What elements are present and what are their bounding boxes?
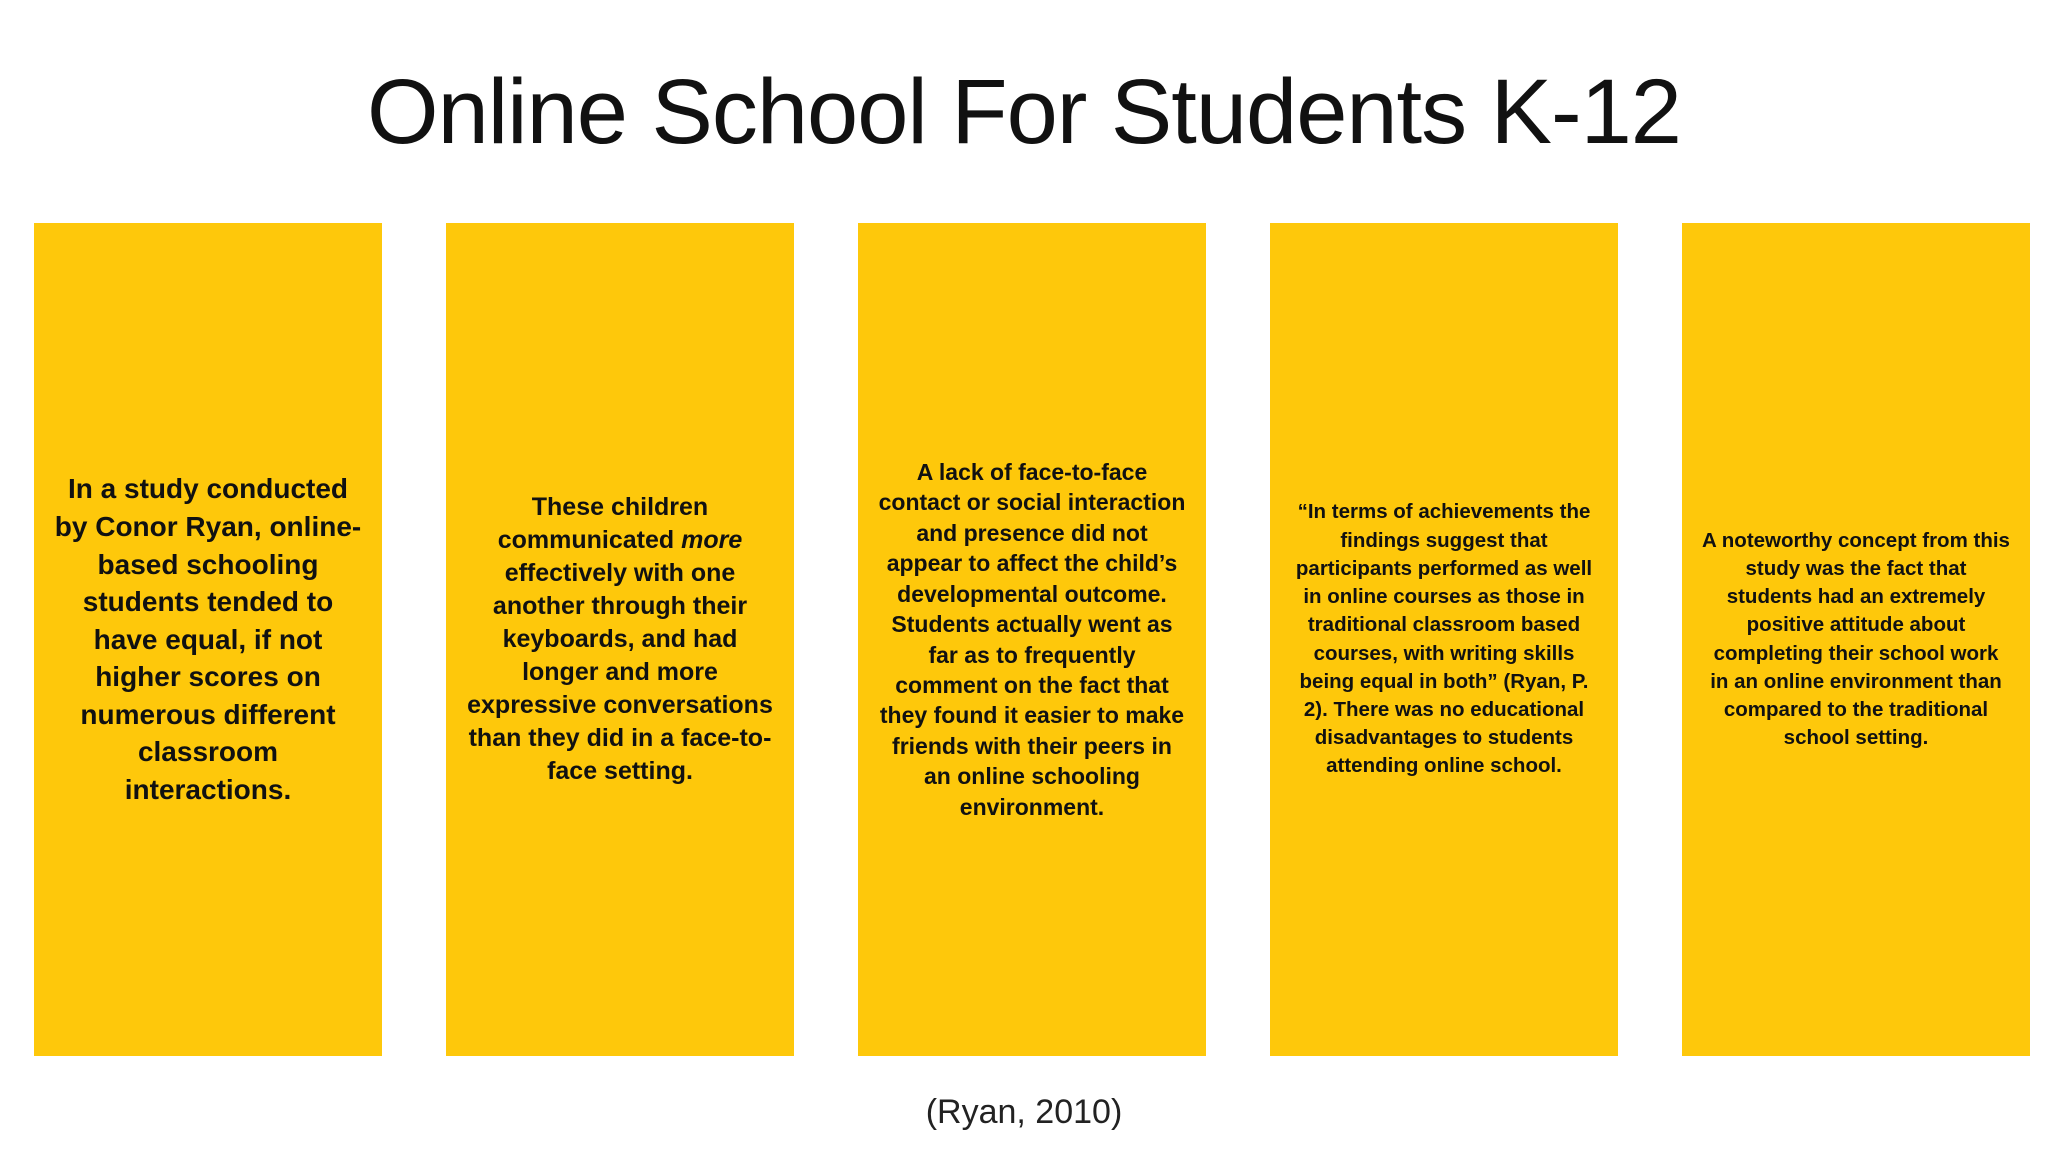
panel-1-text: In a study conducted by Conor Ryan, online-based schooling students tended to have equal, if not higher scores on numerous different classroom interactions. (54, 473, 362, 806)
text-panel-4 (1270, 223, 1618, 1056)
panel-5-text: A noteworthy concept from this study was the fact that students had an extremely positive attitude about completing their school work in an online environment than compared to the traditional school setting. (1702, 528, 2010, 750)
panel-2-text-end: effectively with one another through their keyboards, and had longer and more expressive conversations than they did in a face-to-face setting. (467, 559, 773, 785)
text-panel-3 (858, 223, 1206, 1056)
panel-2-emphasis: more (681, 526, 743, 555)
text-panel-5 (1682, 223, 2030, 1056)
panel-3-text: A lack of face-to-face contact or social interaction and presence did not appear to affect the child’s developmental outcome. Students actually went as far as to frequently comment on the fact that they found it easier to make friends with their peers in an online schooling environment. (878, 459, 1186, 820)
text-panel-1 (34, 223, 382, 1056)
text-panel-2 (446, 223, 794, 1056)
panel-4-text: “In terms of achievements the findings suggest that participants performed as well in online courses as those in traditional classroom based courses, with writing skills being equal in both” (Ryan, P. 2). There was no educational disadvantages to students attending online school. (1295, 500, 1593, 778)
citation: (Ryan, 2010) (925, 1093, 1123, 1131)
slide-title: Online School For Students K-12 (367, 61, 1681, 163)
panel-2-text (466, 491, 774, 787)
panel-2-text-start: These children communicated (497, 493, 709, 555)
